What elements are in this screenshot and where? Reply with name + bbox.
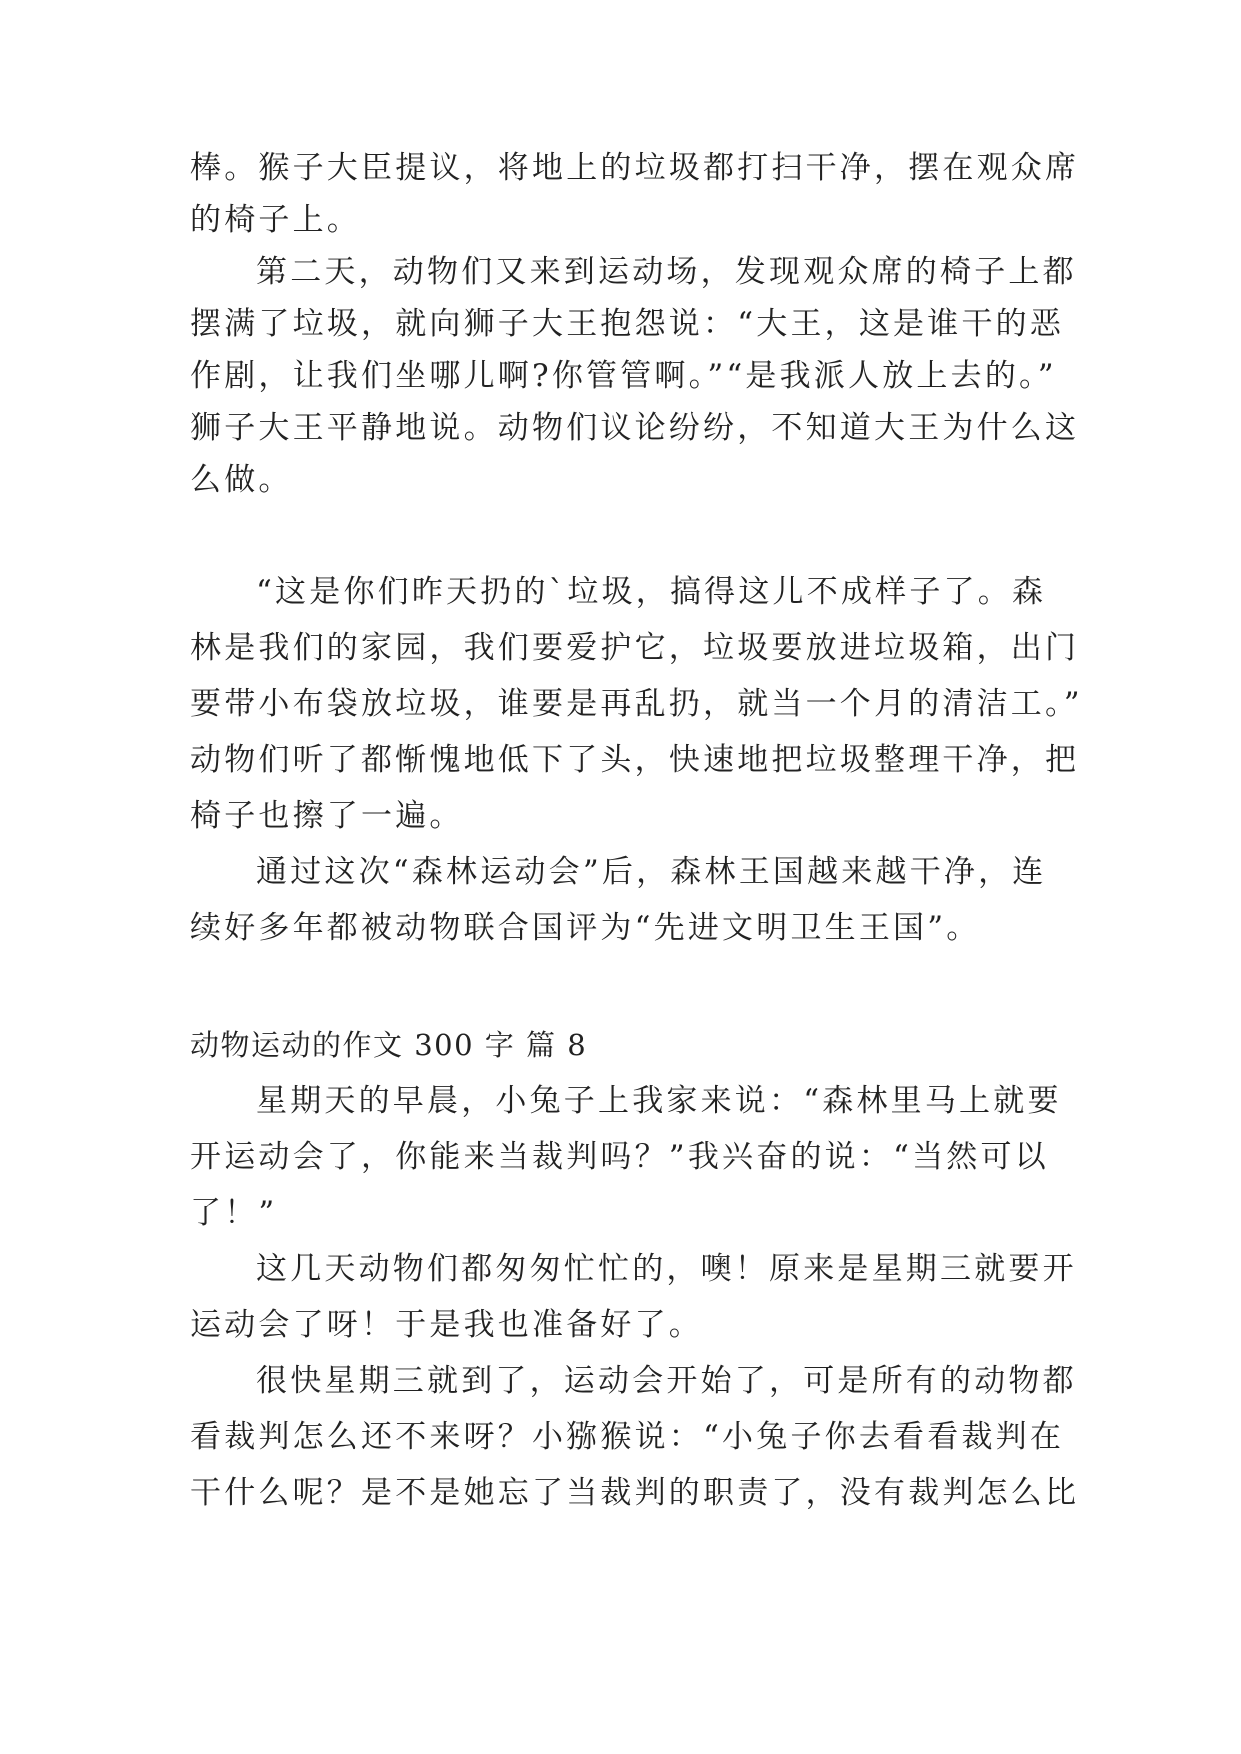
text-line: 狮子大王平静地说。动物们议论纷纷，不知道大王为什么这 bbox=[190, 410, 1080, 446]
text-line: 要带小布袋放垃圾，谁要是再乱扔，就当一个月的清洁工。” bbox=[190, 686, 1083, 722]
text-line: 续好多年都被动物联合国评为“先进文明卫生王国”。 bbox=[190, 910, 981, 946]
text-line: 林是我们的家园，我们要爱护它，垃圾要放进垃圾箱，出门 bbox=[190, 630, 1080, 666]
text-line: 很快星期三就到了，运动会开始了，可是所有的动物都 bbox=[256, 1363, 1077, 1399]
text-line: 棒。猴子大臣提议，将地上的垃圾都打扫干净，摆在观众席 bbox=[190, 150, 1080, 186]
text-line: 了！” bbox=[190, 1195, 278, 1231]
text-line: 看裁判怎么还不来呀？小猕猴说：“小兔子你去看看裁判在 bbox=[190, 1419, 1065, 1455]
text-line: 第二天，动物们又来到运动场，发现观众席的椅子上都 bbox=[256, 254, 1077, 290]
text-line: 动物们听了都惭愧地低下了头，快速地把垃圾整理干净，把 bbox=[190, 742, 1080, 778]
text-line: 么做。 bbox=[190, 462, 293, 498]
text-line: “这是你们昨天扔的`垃圾，搞得这儿不成样子了。森 bbox=[256, 574, 1047, 610]
text-line: 这几天动物们都匆匆忙忙的，噢！原来是星期三就要开 bbox=[256, 1251, 1077, 1287]
text-line: 开运动会了，你能来当裁判吗？”我兴奋的说：“当然可以 bbox=[190, 1139, 1049, 1175]
text-line: 星期天的早晨，小兔子上我家来说：“森林里马上就要 bbox=[256, 1083, 1062, 1119]
text-line: 通过这次“森林运动会”后，森林王国越来越干净，连 bbox=[256, 854, 1047, 890]
text-line: 运动会了呀！于是我也准备好了。 bbox=[190, 1307, 703, 1343]
text-line: 干什么呢？是不是她忘了当裁判的职责了，没有裁判怎么比 bbox=[190, 1475, 1080, 1511]
text-line: 作剧，让我们坐哪儿啊?你管管啊。”“是我派人放上去的。” bbox=[190, 358, 1057, 394]
text-line: 椅子也擦了一遍。 bbox=[190, 798, 464, 834]
text-line: 摆满了垃圾，就向狮子大王抱怨说：“大王，这是谁干的恶 bbox=[190, 306, 1065, 342]
section-heading: 动物运动的作文 300 字 篇 8 bbox=[190, 1028, 588, 1062]
text-line: 的椅子上。 bbox=[190, 202, 361, 238]
